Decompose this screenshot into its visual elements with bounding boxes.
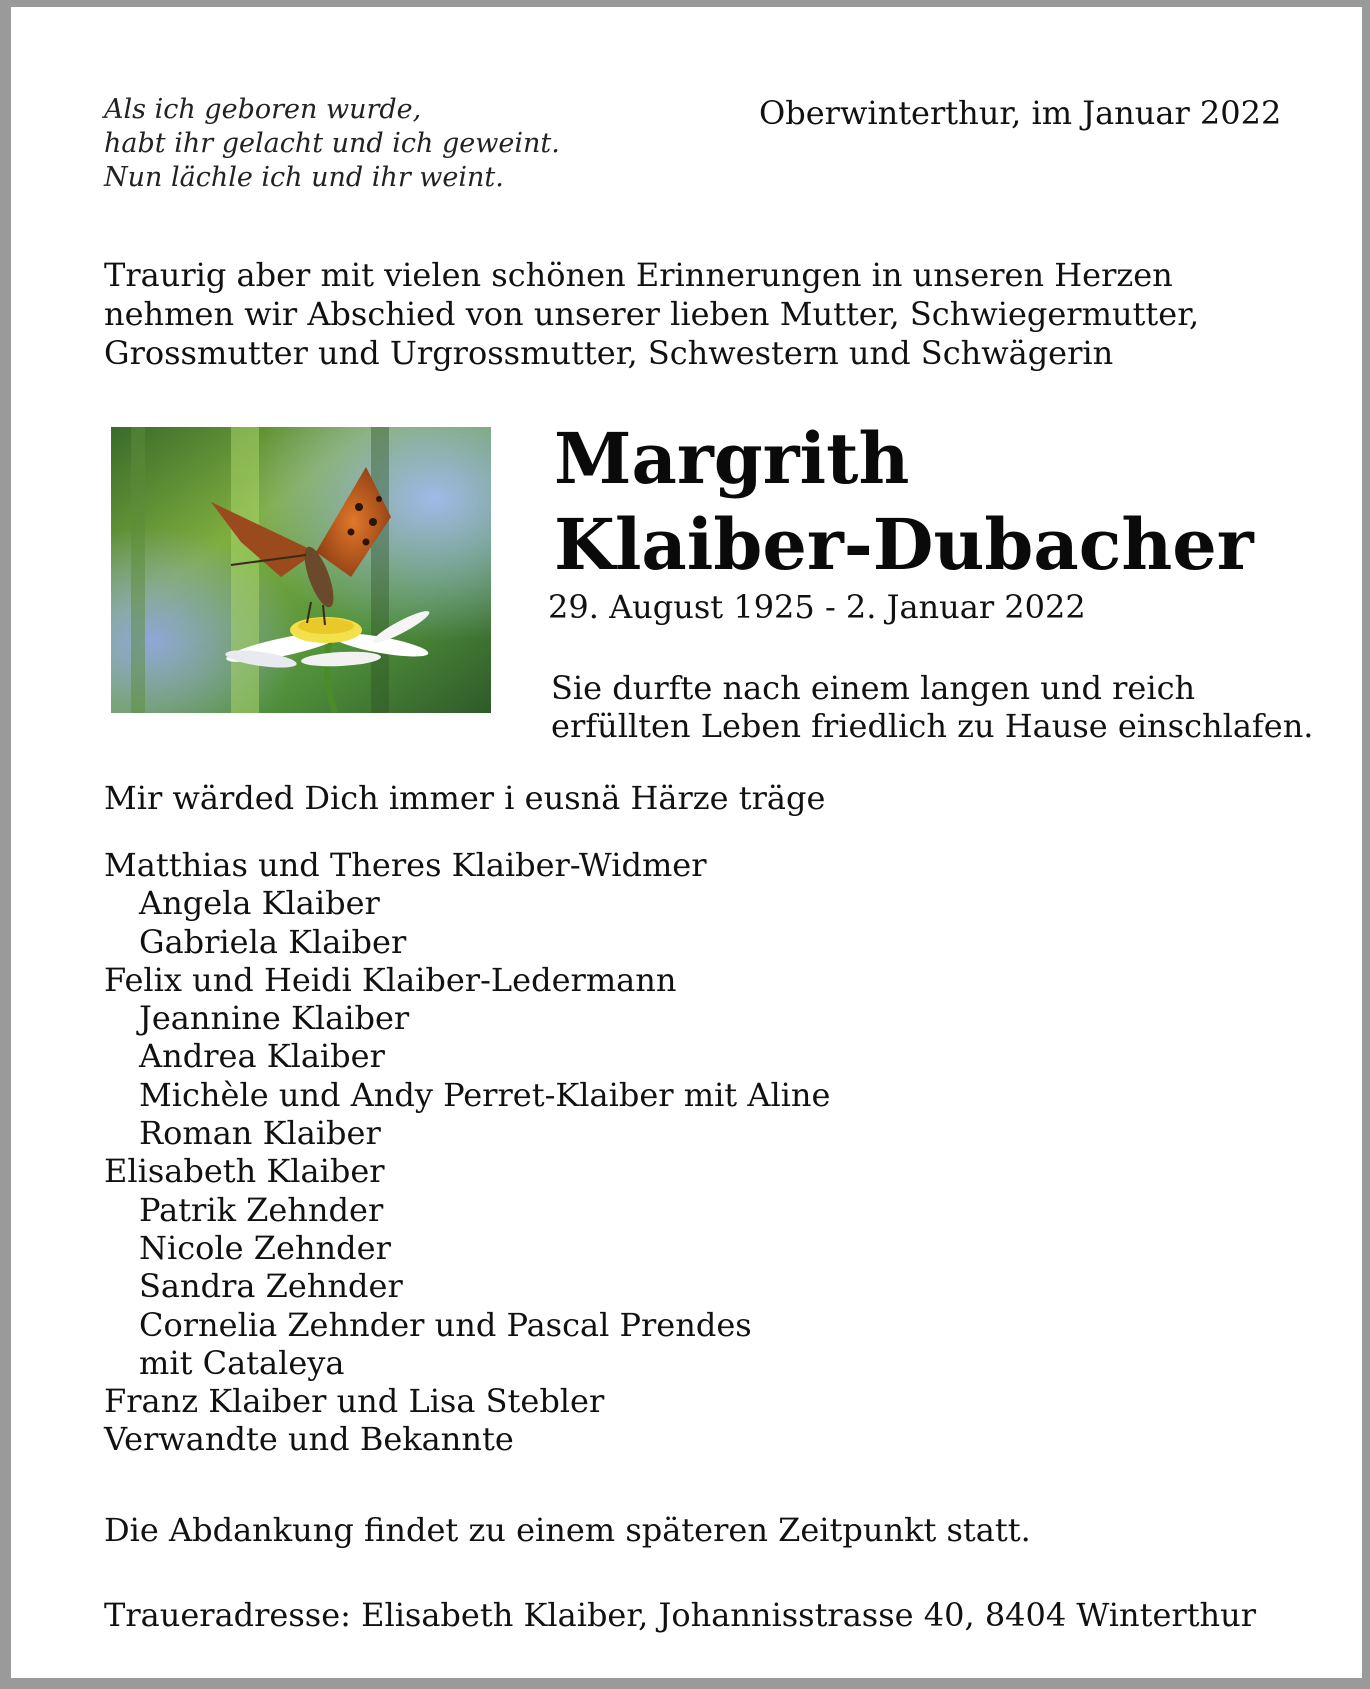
family-member: mit Cataleya bbox=[139, 1343, 345, 1382]
family-member: Angela Klaiber bbox=[139, 884, 380, 923]
intro-line: Traurig aber mit vielen schönen Erinnerungen in unseren Herzen bbox=[104, 256, 1173, 294]
motto-line: Als ich geboren wurde, bbox=[104, 94, 422, 125]
passing-statement bbox=[551, 669, 1313, 745]
family-member: Felix und Heidi Klaiber-Ledermann bbox=[104, 960, 677, 999]
family-member: Matthias und Theres Klaiber-Widmer bbox=[104, 846, 707, 884]
family-member: Franz Klaiber und Lisa Stebler bbox=[104, 1382, 605, 1421]
family-member: Andrea Klaiber bbox=[139, 1037, 385, 1076]
family-list bbox=[104, 846, 830, 1459]
statement-line: erfüllten Leben friedlich zu Hause einschlafen. bbox=[551, 707, 1314, 745]
family-member: Elisabeth Klaiber bbox=[104, 1152, 385, 1191]
statement-line: Sie durfte nach einem langen und reich bbox=[551, 669, 1196, 707]
deceased-name bbox=[554, 416, 1254, 588]
family-member: Jeannine Klaiber bbox=[139, 999, 410, 1038]
motto-line: Nun lächle ich und ihr weint. bbox=[104, 162, 504, 193]
family-member: Gabriela Klaiber bbox=[139, 922, 407, 961]
deceased-first-name: Margrith bbox=[554, 417, 910, 500]
motto-line: habt ihr gelacht und ich geweint. bbox=[104, 128, 560, 159]
life-dates: 29. August 1925 - 2. Januar 2022 bbox=[548, 588, 1086, 626]
family-member: Roman Klaiber bbox=[139, 1114, 381, 1153]
motto-poem bbox=[104, 93, 560, 195]
place-date: Oberwinterthur, im Januar 2022 bbox=[759, 94, 1282, 132]
deceased-last-name: Klaiber-Dubacher bbox=[554, 503, 1254, 586]
family-member: Michèle und Andy Perret-Klaiber mit Aline bbox=[139, 1075, 831, 1114]
service-note: Die Abdankung findet zu einem späteren Zeitpunkt statt. bbox=[104, 1511, 1031, 1549]
farewell-line: Mir wärded Dich immer i eusnä Härze träge bbox=[104, 779, 826, 817]
family-member: Cornelia Zehnder und Pascal Prendes bbox=[139, 1305, 752, 1344]
family-member: Sandra Zehnder bbox=[139, 1267, 403, 1306]
intro-text bbox=[104, 256, 1199, 373]
family-member: Verwandte und Bekannte bbox=[104, 1420, 514, 1459]
butterfly-photo bbox=[111, 427, 491, 713]
family-member: Nicole Zehnder bbox=[139, 1228, 391, 1267]
family-member: Patrik Zehnder bbox=[139, 1190, 384, 1229]
mourning-address: Traueradresse: Elisabeth Klaiber, Johannisstrasse 40, 8404 Winterthur bbox=[104, 1596, 1257, 1634]
intro-line: nehmen wir Abschied von unserer lieben Mutter, Schwiegermutter, bbox=[104, 295, 1200, 333]
intro-line: Grossmutter und Urgrossmutter, Schwestern und Schwägerin bbox=[104, 334, 1114, 372]
